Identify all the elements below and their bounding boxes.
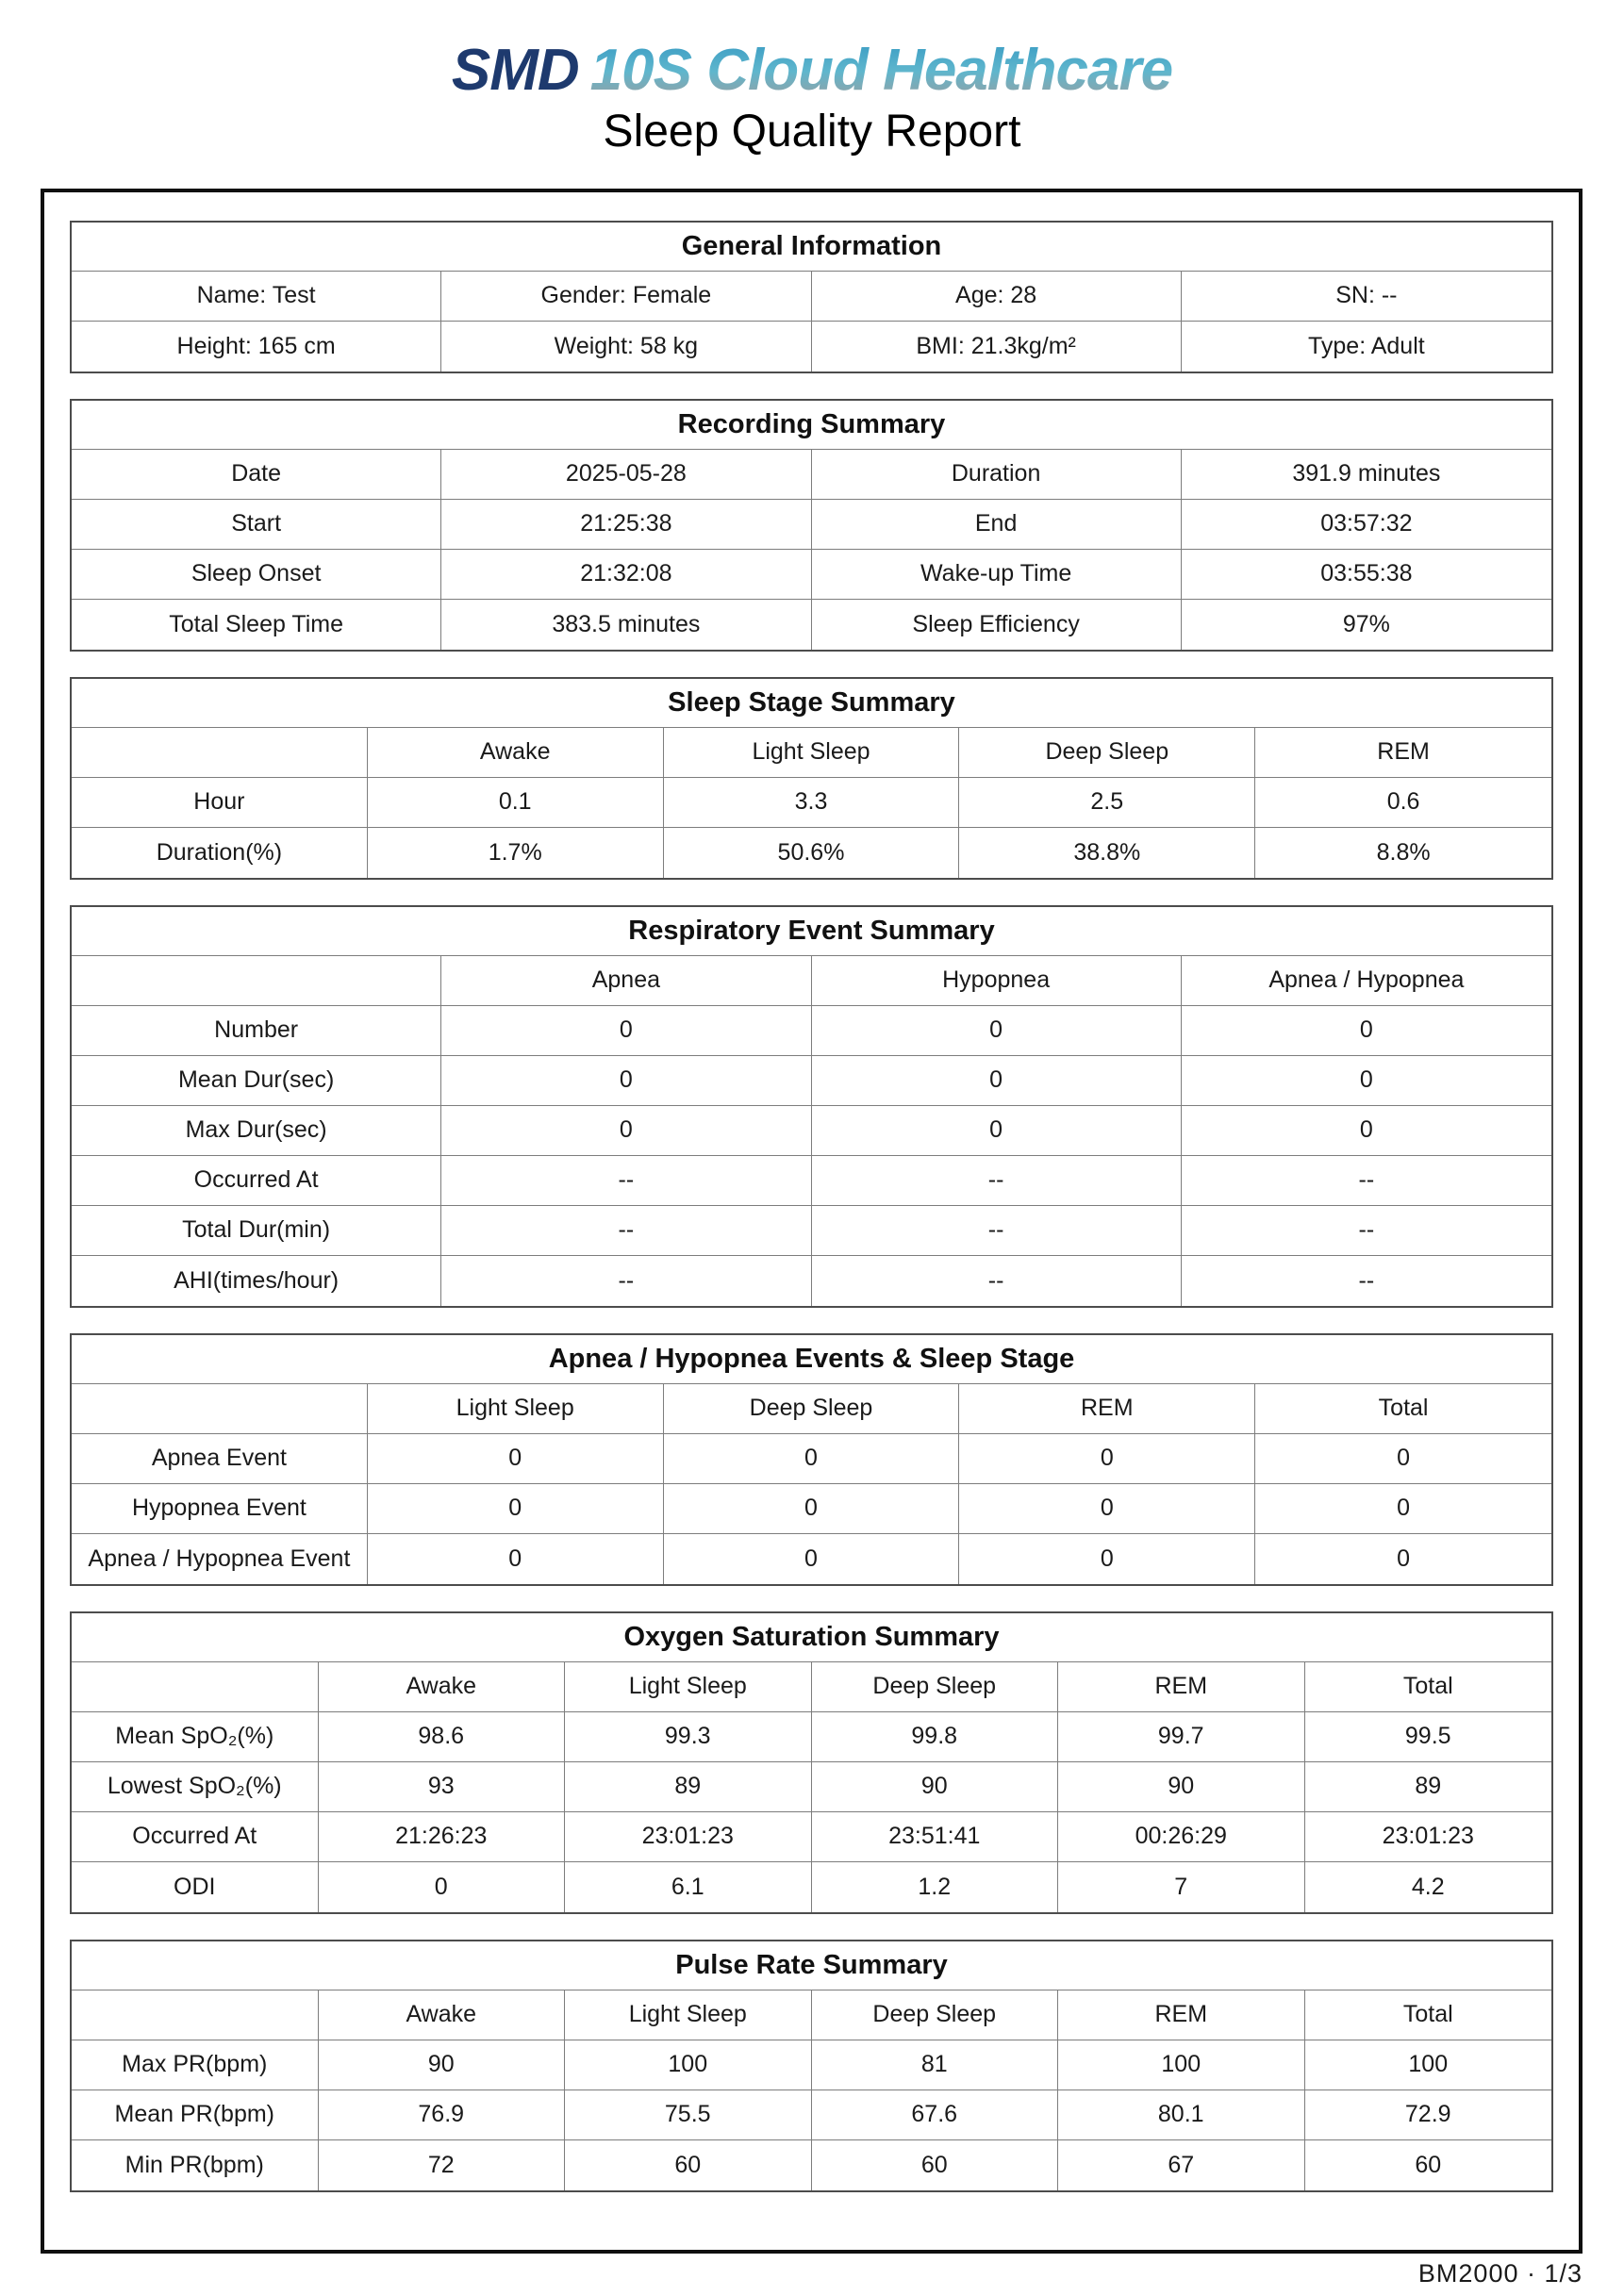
- table-cell: 93: [319, 1762, 566, 1812]
- table-cell: Duration: [812, 450, 1182, 500]
- column-header: [72, 1662, 319, 1712]
- table-cell: 4.2: [1411, 1873, 1445, 1900]
- row-label: ODI: [72, 1862, 319, 1912]
- column-header: Deep Sleep: [812, 1662, 1059, 1712]
- table-cell: 21:32:08: [441, 550, 811, 600]
- table-cell: 0: [1182, 1106, 1551, 1156]
- table-cell: 90: [319, 2040, 566, 2090]
- table-cell: 0: [812, 1106, 1182, 1156]
- column-header: Light Sleep: [565, 1990, 812, 2040]
- table-cell: 383.5 minutes: [441, 600, 811, 650]
- table-cell: 60: [812, 2140, 1059, 2190]
- column-header: [72, 728, 368, 778]
- table-cell: 0: [664, 1534, 960, 1584]
- table-cell: --: [441, 1156, 811, 1206]
- table-cell: 0: [441, 1056, 811, 1106]
- column-header: Total: [1255, 1384, 1551, 1434]
- table-cell: Start: [72, 500, 441, 550]
- report-header: [0, 38, 1624, 157]
- table-cell: --: [812, 1256, 1182, 1306]
- table-cell: 50.6%: [664, 828, 960, 878]
- column-header: Total: [1305, 1990, 1552, 2040]
- row-label: Occurred At: [72, 1156, 441, 1206]
- table-cell: 60: [565, 2140, 812, 2190]
- table-cell: 3.3: [664, 778, 960, 828]
- table-cell: 100: [565, 2040, 812, 2090]
- row-label: Mean PR(bpm): [72, 2090, 319, 2140]
- table-cell: 0: [664, 1434, 960, 1484]
- brand-logo: [0, 38, 1624, 103]
- row-label: Mean Dur(sec): [72, 1056, 441, 1106]
- table-cell: 0: [368, 1434, 664, 1484]
- table-title: Sleep Stage Summary: [72, 679, 1551, 728]
- row-label: Apnea Event: [72, 1434, 368, 1484]
- table-cell: 100: [1058, 2040, 1305, 2090]
- table-cell: 00:26:29: [1058, 1812, 1305, 1862]
- page-title: Sleep Quality Report: [603, 107, 1021, 157]
- table-title: Apnea / Hypopnea Events & Sleep Stage: [72, 1335, 1551, 1384]
- table-cell: --: [1182, 1156, 1551, 1206]
- column-header: REM: [1255, 728, 1551, 778]
- table-cell: 1.7%: [368, 828, 664, 878]
- table-cell: 0: [441, 1006, 811, 1056]
- table-cell: 0: [1397, 1544, 1411, 1572]
- table-cell: 0: [1182, 1006, 1551, 1056]
- row-label: Hypopnea Event: [72, 1484, 368, 1534]
- column-header: Hypopnea: [812, 956, 1182, 1006]
- table-cell: 75.5: [565, 2090, 812, 2140]
- table-title: Pulse Rate Summary: [72, 1941, 1551, 1990]
- row-label: Min PR(bpm): [72, 2140, 319, 2190]
- table-cell: 0: [1182, 1056, 1551, 1106]
- table-cell: 0: [812, 1056, 1182, 1106]
- table-cell: 8.8%: [1376, 838, 1431, 866]
- table-cell: 391.9 minutes: [1182, 450, 1551, 500]
- table-title: Recording Summary: [72, 401, 1551, 450]
- table-cell: 1.2: [812, 1862, 1059, 1912]
- column-header: Awake: [319, 1662, 566, 1712]
- table-cell: SN: --: [1182, 272, 1551, 322]
- table-cell: 0: [959, 1534, 1255, 1584]
- table-grid: [72, 272, 1551, 372]
- column-header: Light Sleep: [368, 1384, 664, 1434]
- table-cell: 0: [368, 1484, 664, 1534]
- table-grid: [72, 1662, 1551, 1912]
- table-cell: --: [812, 1206, 1182, 1256]
- table-cell: --: [441, 1256, 811, 1306]
- table-cell: 21:25:38: [441, 500, 811, 550]
- table-cell: 90: [1058, 1762, 1305, 1812]
- row-label: Duration(%): [72, 828, 368, 878]
- table-cell: 0: [664, 1484, 960, 1534]
- table-cell: 99.7: [1058, 1712, 1305, 1762]
- table-cell: 23:51:41: [812, 1812, 1059, 1862]
- table-title: Respiratory Event Summary: [72, 907, 1551, 956]
- table-general-information: [70, 221, 1553, 373]
- table-cell: 98.6: [319, 1712, 566, 1762]
- column-header: REM: [1058, 1990, 1305, 2040]
- column-header: Deep Sleep: [664, 1384, 960, 1434]
- table-cell: --: [1182, 1206, 1551, 1256]
- table-cell: 89: [1305, 1762, 1552, 1812]
- table-cell: 2.5: [959, 778, 1255, 828]
- table-cell: Date: [72, 450, 441, 500]
- table-cell: 72: [319, 2140, 566, 2190]
- column-header: REM: [959, 1384, 1255, 1434]
- table-grid: [72, 728, 1551, 878]
- column-header: Total: [1305, 1662, 1552, 1712]
- table-cell: 23:01:23: [565, 1812, 812, 1862]
- table-cell: 0: [441, 1106, 811, 1156]
- table-cell: Type: Adult: [1308, 332, 1425, 359]
- row-label: Apnea / Hypopnea Event: [72, 1534, 368, 1584]
- table-cell: 6.1: [565, 1862, 812, 1912]
- row-label: Total Dur(min): [72, 1206, 441, 1256]
- table-cell: BMI: 21.3kg/m²: [812, 322, 1182, 372]
- table-cell: Total Sleep Time: [72, 600, 441, 650]
- table-cell: 99.8: [812, 1712, 1059, 1762]
- row-label: Lowest SpO₂(%): [72, 1762, 319, 1812]
- table-cell: 0: [959, 1434, 1255, 1484]
- table-grid: [72, 1990, 1551, 2190]
- table-cell: Name: Test: [72, 272, 441, 322]
- row-label: AHI(times/hour): [72, 1256, 441, 1306]
- table-cell: 2025-05-28: [441, 450, 811, 500]
- column-header: [72, 1384, 368, 1434]
- table-apnea-hypopnea-events-sleep-stage: [70, 1333, 1553, 1586]
- table-cell: 0: [959, 1484, 1255, 1534]
- table-cell: 38.8%: [959, 828, 1255, 878]
- table-cell: Wake-up Time: [812, 550, 1182, 600]
- table-cell: 7: [1058, 1862, 1305, 1912]
- row-label: Mean SpO₂(%): [72, 1712, 319, 1762]
- table-cell: 99.3: [565, 1712, 812, 1762]
- table-grid: [72, 956, 1551, 1306]
- table-cell: Height: 165 cm: [72, 322, 441, 372]
- table-cell: 21:26:23: [319, 1812, 566, 1862]
- table-cell: 60: [1415, 2151, 1442, 2178]
- table-cell: 97%: [1342, 610, 1390, 637]
- table-cell: 0: [319, 1862, 566, 1912]
- table-cell: Sleep Onset: [72, 550, 441, 600]
- row-label: Max PR(bpm): [72, 2040, 319, 2090]
- table-cell: 03:57:32: [1182, 500, 1551, 550]
- table-cell: Weight: 58 kg: [441, 322, 811, 372]
- table-title: Oxygen Saturation Summary: [72, 1613, 1551, 1662]
- table-cell: 0.1: [368, 778, 664, 828]
- table-cell: 0.6: [1255, 778, 1551, 828]
- column-header: Awake: [368, 728, 664, 778]
- column-header: Awake: [319, 1990, 566, 2040]
- column-header: Deep Sleep: [959, 728, 1255, 778]
- column-header: REM: [1058, 1662, 1305, 1712]
- column-header: Light Sleep: [664, 728, 960, 778]
- table-recording-summary: [70, 399, 1553, 652]
- table-cell: 0: [1255, 1484, 1551, 1534]
- table-cell: Sleep Efficiency: [812, 600, 1182, 650]
- column-header: [72, 1990, 319, 2040]
- table-cell: 81: [812, 2040, 1059, 2090]
- table-cell: 99.5: [1305, 1712, 1552, 1762]
- table-oxygen-saturation-summary: [70, 1611, 1553, 1914]
- column-header: Light Sleep: [565, 1662, 812, 1712]
- table-cell: End: [812, 500, 1182, 550]
- table-title: General Information: [72, 223, 1551, 272]
- table-cell: 67.6: [812, 2090, 1059, 2140]
- brand-logo-smd: SMD: [451, 38, 579, 103]
- footer-device-page-number: BM2000 · 1/3: [1417, 2259, 1583, 2288]
- table-cell: 80.1: [1058, 2090, 1305, 2140]
- table-grid: [72, 450, 1551, 650]
- table-cell: 0: [368, 1534, 664, 1584]
- table-cell: 89: [565, 1762, 812, 1812]
- tables-container: [70, 221, 1553, 2192]
- row-label: Number: [72, 1006, 441, 1056]
- table-cell: 67: [1058, 2140, 1305, 2190]
- table-cell: 72.9: [1305, 2090, 1552, 2140]
- row-label: Occurred At: [72, 1812, 319, 1862]
- table-cell: 100: [1305, 2040, 1552, 2090]
- column-header: [72, 956, 441, 1006]
- table-respiratory-event-summary: [70, 905, 1553, 1308]
- table-cell: 76.9: [319, 2090, 566, 2140]
- table-cell: --: [812, 1156, 1182, 1206]
- report-frame: [41, 189, 1583, 2254]
- table-cell: 0: [1255, 1434, 1551, 1484]
- table-cell: Gender: Female: [441, 272, 811, 322]
- table-cell: 90: [812, 1762, 1059, 1812]
- table-cell: 0: [812, 1006, 1182, 1056]
- table-cell: 03:55:38: [1182, 550, 1551, 600]
- table-cell: 23:01:23: [1305, 1812, 1552, 1862]
- column-header: Apnea / Hypopnea: [1182, 956, 1551, 1006]
- row-label: Hour: [72, 778, 368, 828]
- table-grid: [72, 1384, 1551, 1584]
- table-cell: Age: 28: [812, 272, 1182, 322]
- table-cell: --: [441, 1206, 811, 1256]
- row-label: Max Dur(sec): [72, 1106, 441, 1156]
- brand-logo-cloud-healthcare: 10S Cloud Healthcare: [589, 38, 1173, 103]
- table-pulse-rate-summary: [70, 1940, 1553, 2192]
- table-sleep-stage-summary: [70, 677, 1553, 880]
- table-cell: --: [1358, 1266, 1375, 1294]
- column-header: Deep Sleep: [812, 1990, 1059, 2040]
- column-header: Apnea: [441, 956, 811, 1006]
